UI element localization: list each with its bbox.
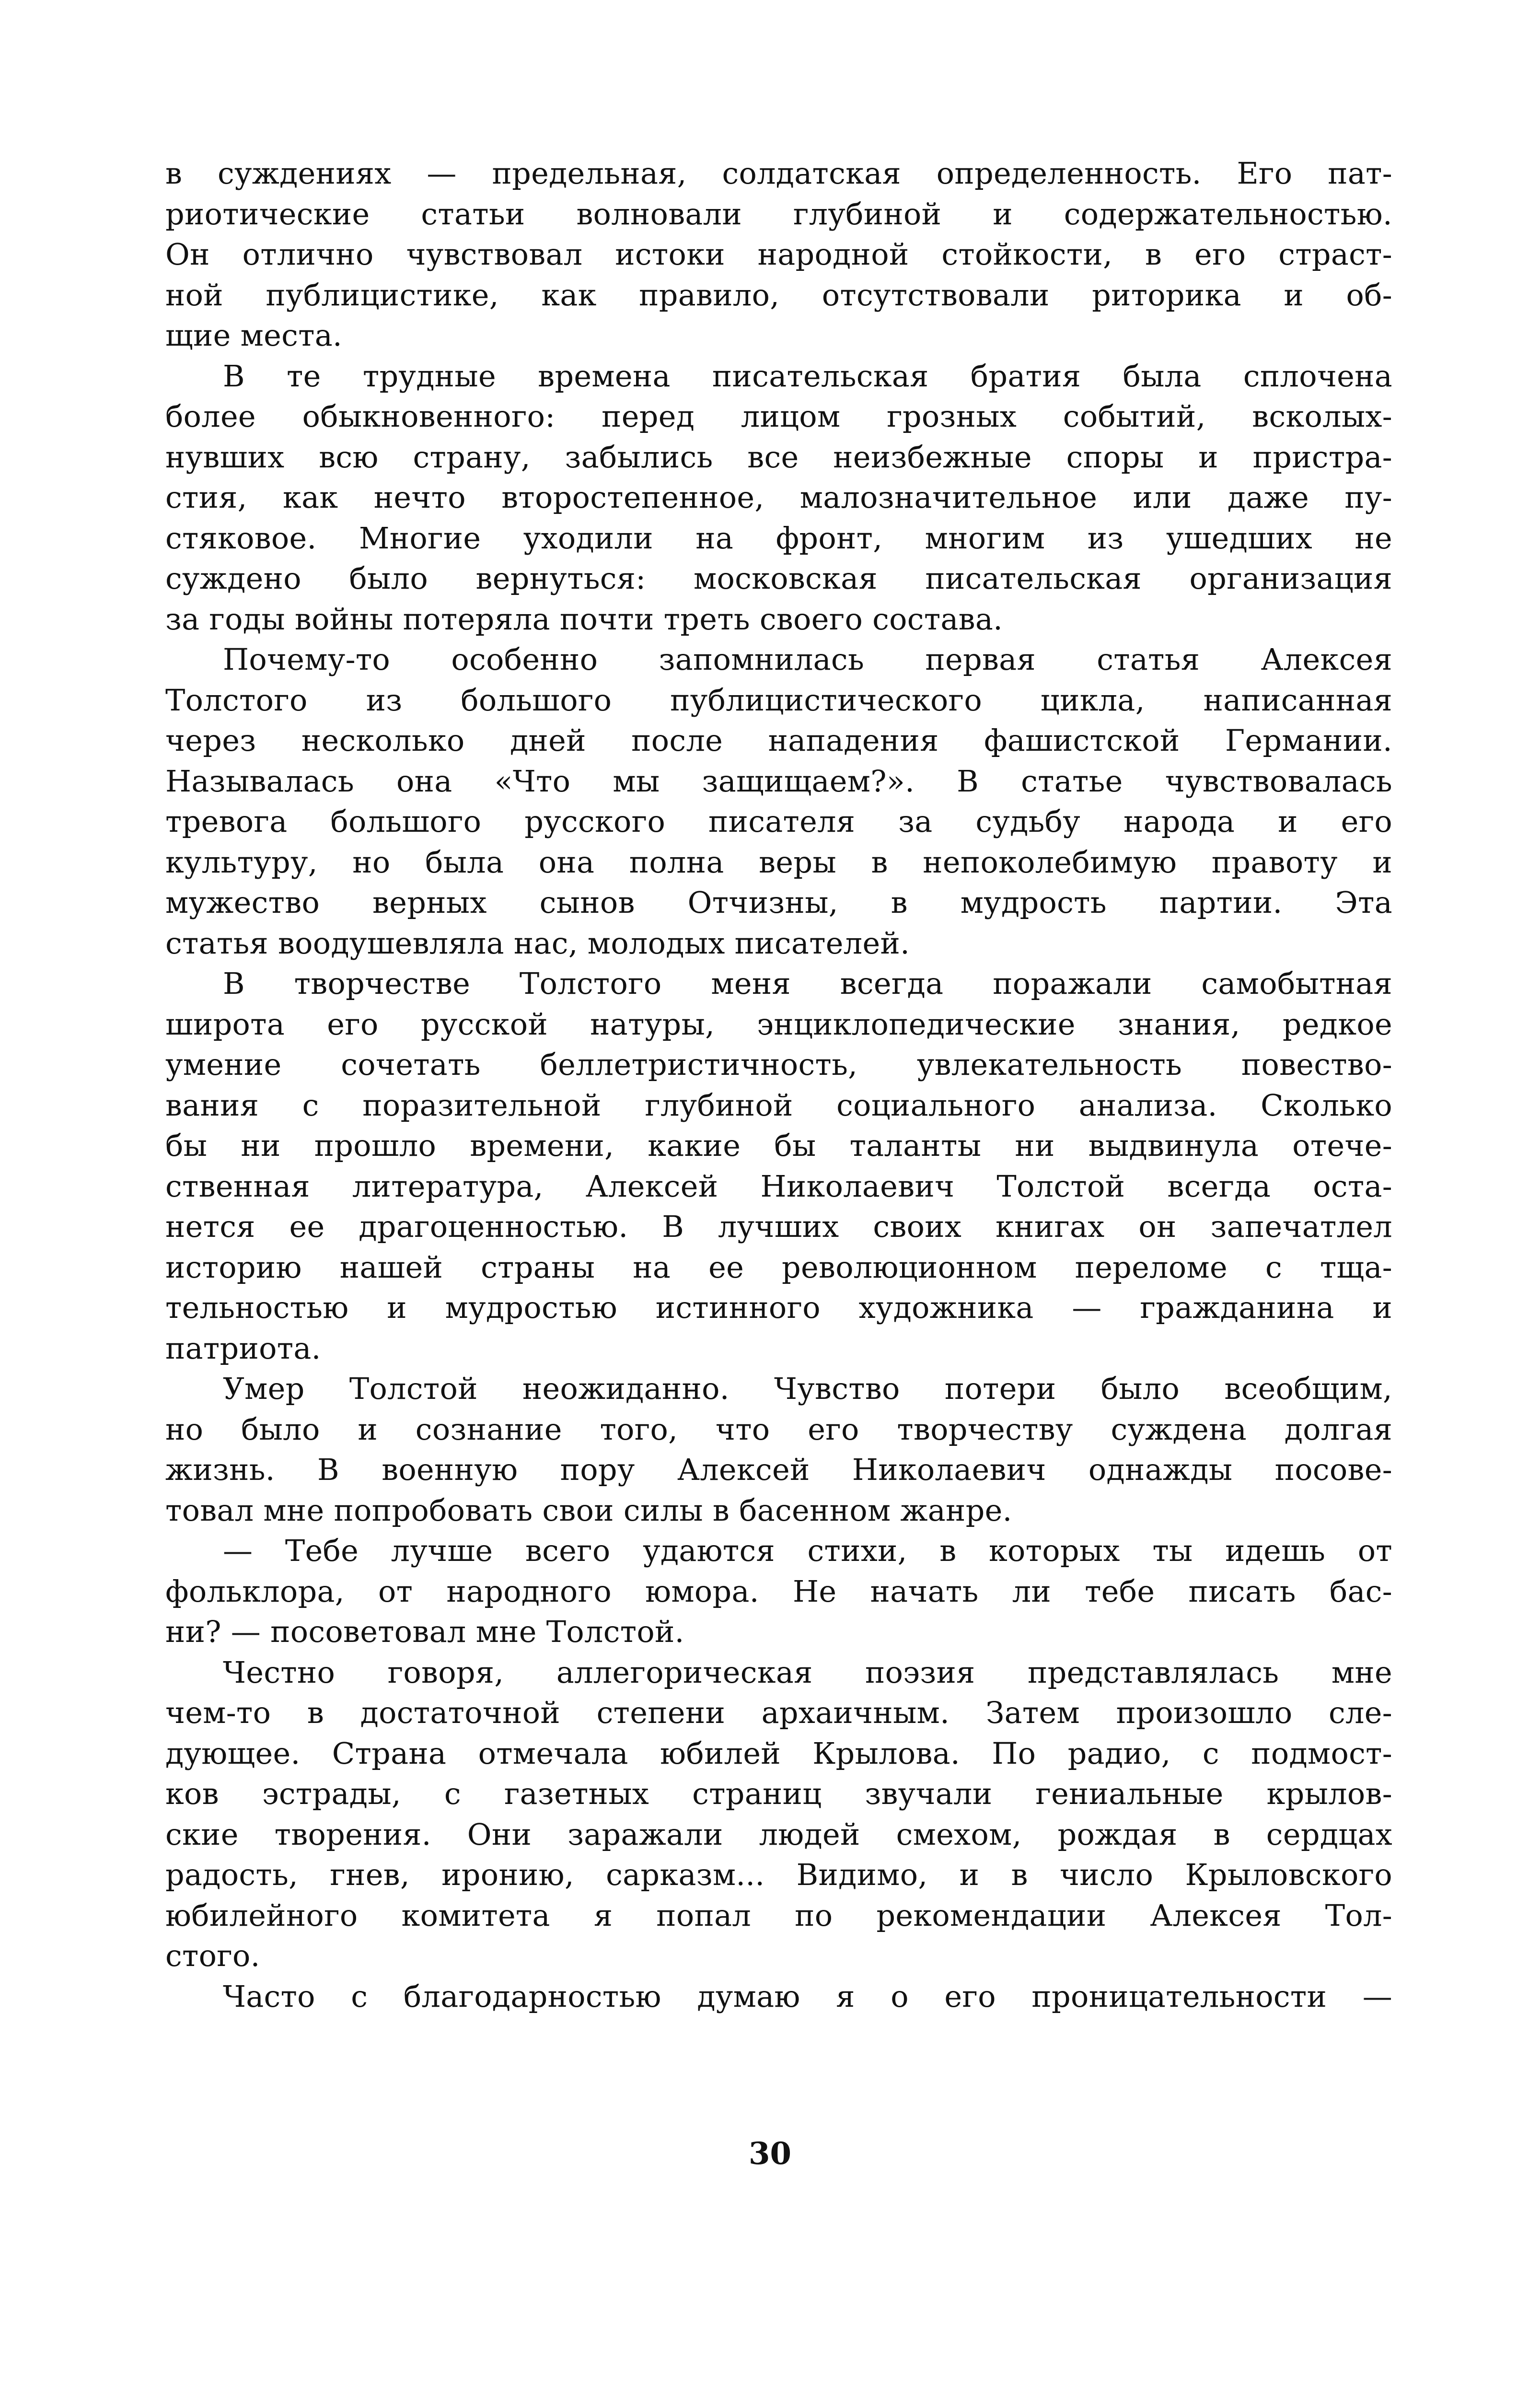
text-line: стия, как нечто второстепенное, малозначительное или даже пу- — [165, 480, 1392, 515]
text-line: Умер Толстой неожиданно. Чувство потери было всеобщим, — [223, 1371, 1392, 1406]
text-line: В творчестве Толстого меня всегда поражали самобытная — [223, 966, 1392, 1001]
text-line: нувших всю страну, забылись все неизбежные споры и пристра- — [165, 439, 1392, 475]
text-line: радость, гнев, иронию, сарказм... Видимо, и в число Крыловского — [165, 1857, 1392, 1892]
text-line: В те трудные времена писательская братия была сплочена — [223, 358, 1392, 394]
text-line: бы ни прошло времени, какие бы таланты ни выдвинула отече- — [165, 1128, 1392, 1163]
text-line: ков эстрады, с газетных страниц звучали гениальные крылов- — [165, 1776, 1392, 1811]
text-line: стяковое. Многие уходили на фронт, многим из ушедших не — [165, 520, 1392, 556]
text-line: ственная литература, Алексей Николаевич Толстой всегда оста- — [165, 1168, 1392, 1204]
text-line: Он отлично чувствовал истоки народной стойкости, в его страст- — [165, 237, 1392, 272]
text-line: но было и сознание того, что его творчеству суждена долгая — [165, 1411, 1392, 1447]
text-line: чем-то в достаточной степени архаичным. Затем произошло сле- — [165, 1695, 1392, 1730]
text-line: мужество верных сынов Отчизны, в мудрость партии. Эта — [165, 885, 1392, 920]
text-line: — Тебе лучше всего удаются стихи, в которых ты идешь от — [223, 1533, 1392, 1568]
text-line: Часто с благодарностью думаю я о его проницательности — — [223, 1978, 1392, 2014]
text-line: нется ее драгоценностью. В лучших своих книгах он запечатлел — [165, 1209, 1392, 1244]
body-text — [165, 153, 1392, 2017]
text-line: вания с поразительной глубиной социального анализа. Сколько — [165, 1087, 1392, 1123]
text-line: умение сочетать беллетристичность, увлекательность повество- — [165, 1047, 1392, 1082]
text-line: более обыкновенного: перед лицом грозных событий, всколых- — [165, 399, 1392, 434]
text-line: фольклора, от народного юмора. Не начать ли тебе писать бас- — [165, 1573, 1392, 1609]
text-line: через несколько дней после нападения фашистской Германии. — [165, 723, 1392, 758]
text-line: Толстого из большого публицистического цикла, написанная — [165, 682, 1392, 718]
text-line: статья воодушевляла нас, молодых писателей. — [165, 925, 910, 961]
text-line: Называлась она «Что мы защищаем?». В статье чувствовалась — [165, 763, 1392, 799]
text-line: щие места. — [165, 318, 342, 353]
text-line: культуру, но была она полна веры в непоколебимую правоту и — [165, 844, 1392, 880]
text-line: за годы войны потеряла почти треть своего состава. — [165, 601, 1003, 637]
text-line: ни? — посоветовал мне Толстой. — [165, 1614, 684, 1649]
text-line: Честно говоря, аллегорическая поэзия представлялась мне — [223, 1654, 1392, 1690]
text-line: историю нашей страны на ее революционном переломе с тща- — [165, 1249, 1392, 1285]
text-line: юбилейного комитета я попал по рекомендации Алексея Тол- — [165, 1897, 1392, 1933]
text-line: широта его русской натуры, энциклопедические знания, редкое — [165, 1006, 1392, 1042]
text-line: в суждениях — предельная, солдатская определенность. Его пат- — [165, 156, 1392, 191]
page-number: 30 — [748, 2136, 792, 2172]
text-line: тельностью и мудростью истинного художника — гражданина и — [165, 1290, 1392, 1325]
text-line: суждено было вернуться: московская писательская организация — [165, 561, 1392, 596]
text-line: тревога большого русского писателя за судьбу народа и его — [165, 804, 1392, 839]
text-line: патриота. — [165, 1330, 321, 1366]
text-line: ной публицистике, как правило, отсутствовали риторика и об- — [165, 277, 1392, 313]
text-line: дующее. Страна отмечала юбилей Крылова. По радио, с подмост- — [165, 1735, 1392, 1771]
text-line: жизнь. В военную пору Алексей Николаевич однажды посове- — [165, 1452, 1392, 1487]
text-line: стого. — [165, 1938, 260, 1973]
text-line: товал мне попробовать свои силы в басенном жанре. — [165, 1492, 1012, 1528]
text-line: риотические статьи волновали глубиной и содержательностью. — [165, 196, 1392, 232]
text-line: ские творения. Они заражали людей смехом, рождая в сердцах — [165, 1816, 1392, 1852]
text-line: Почему-то особенно запомнилась первая статья Алексея — [223, 642, 1392, 677]
